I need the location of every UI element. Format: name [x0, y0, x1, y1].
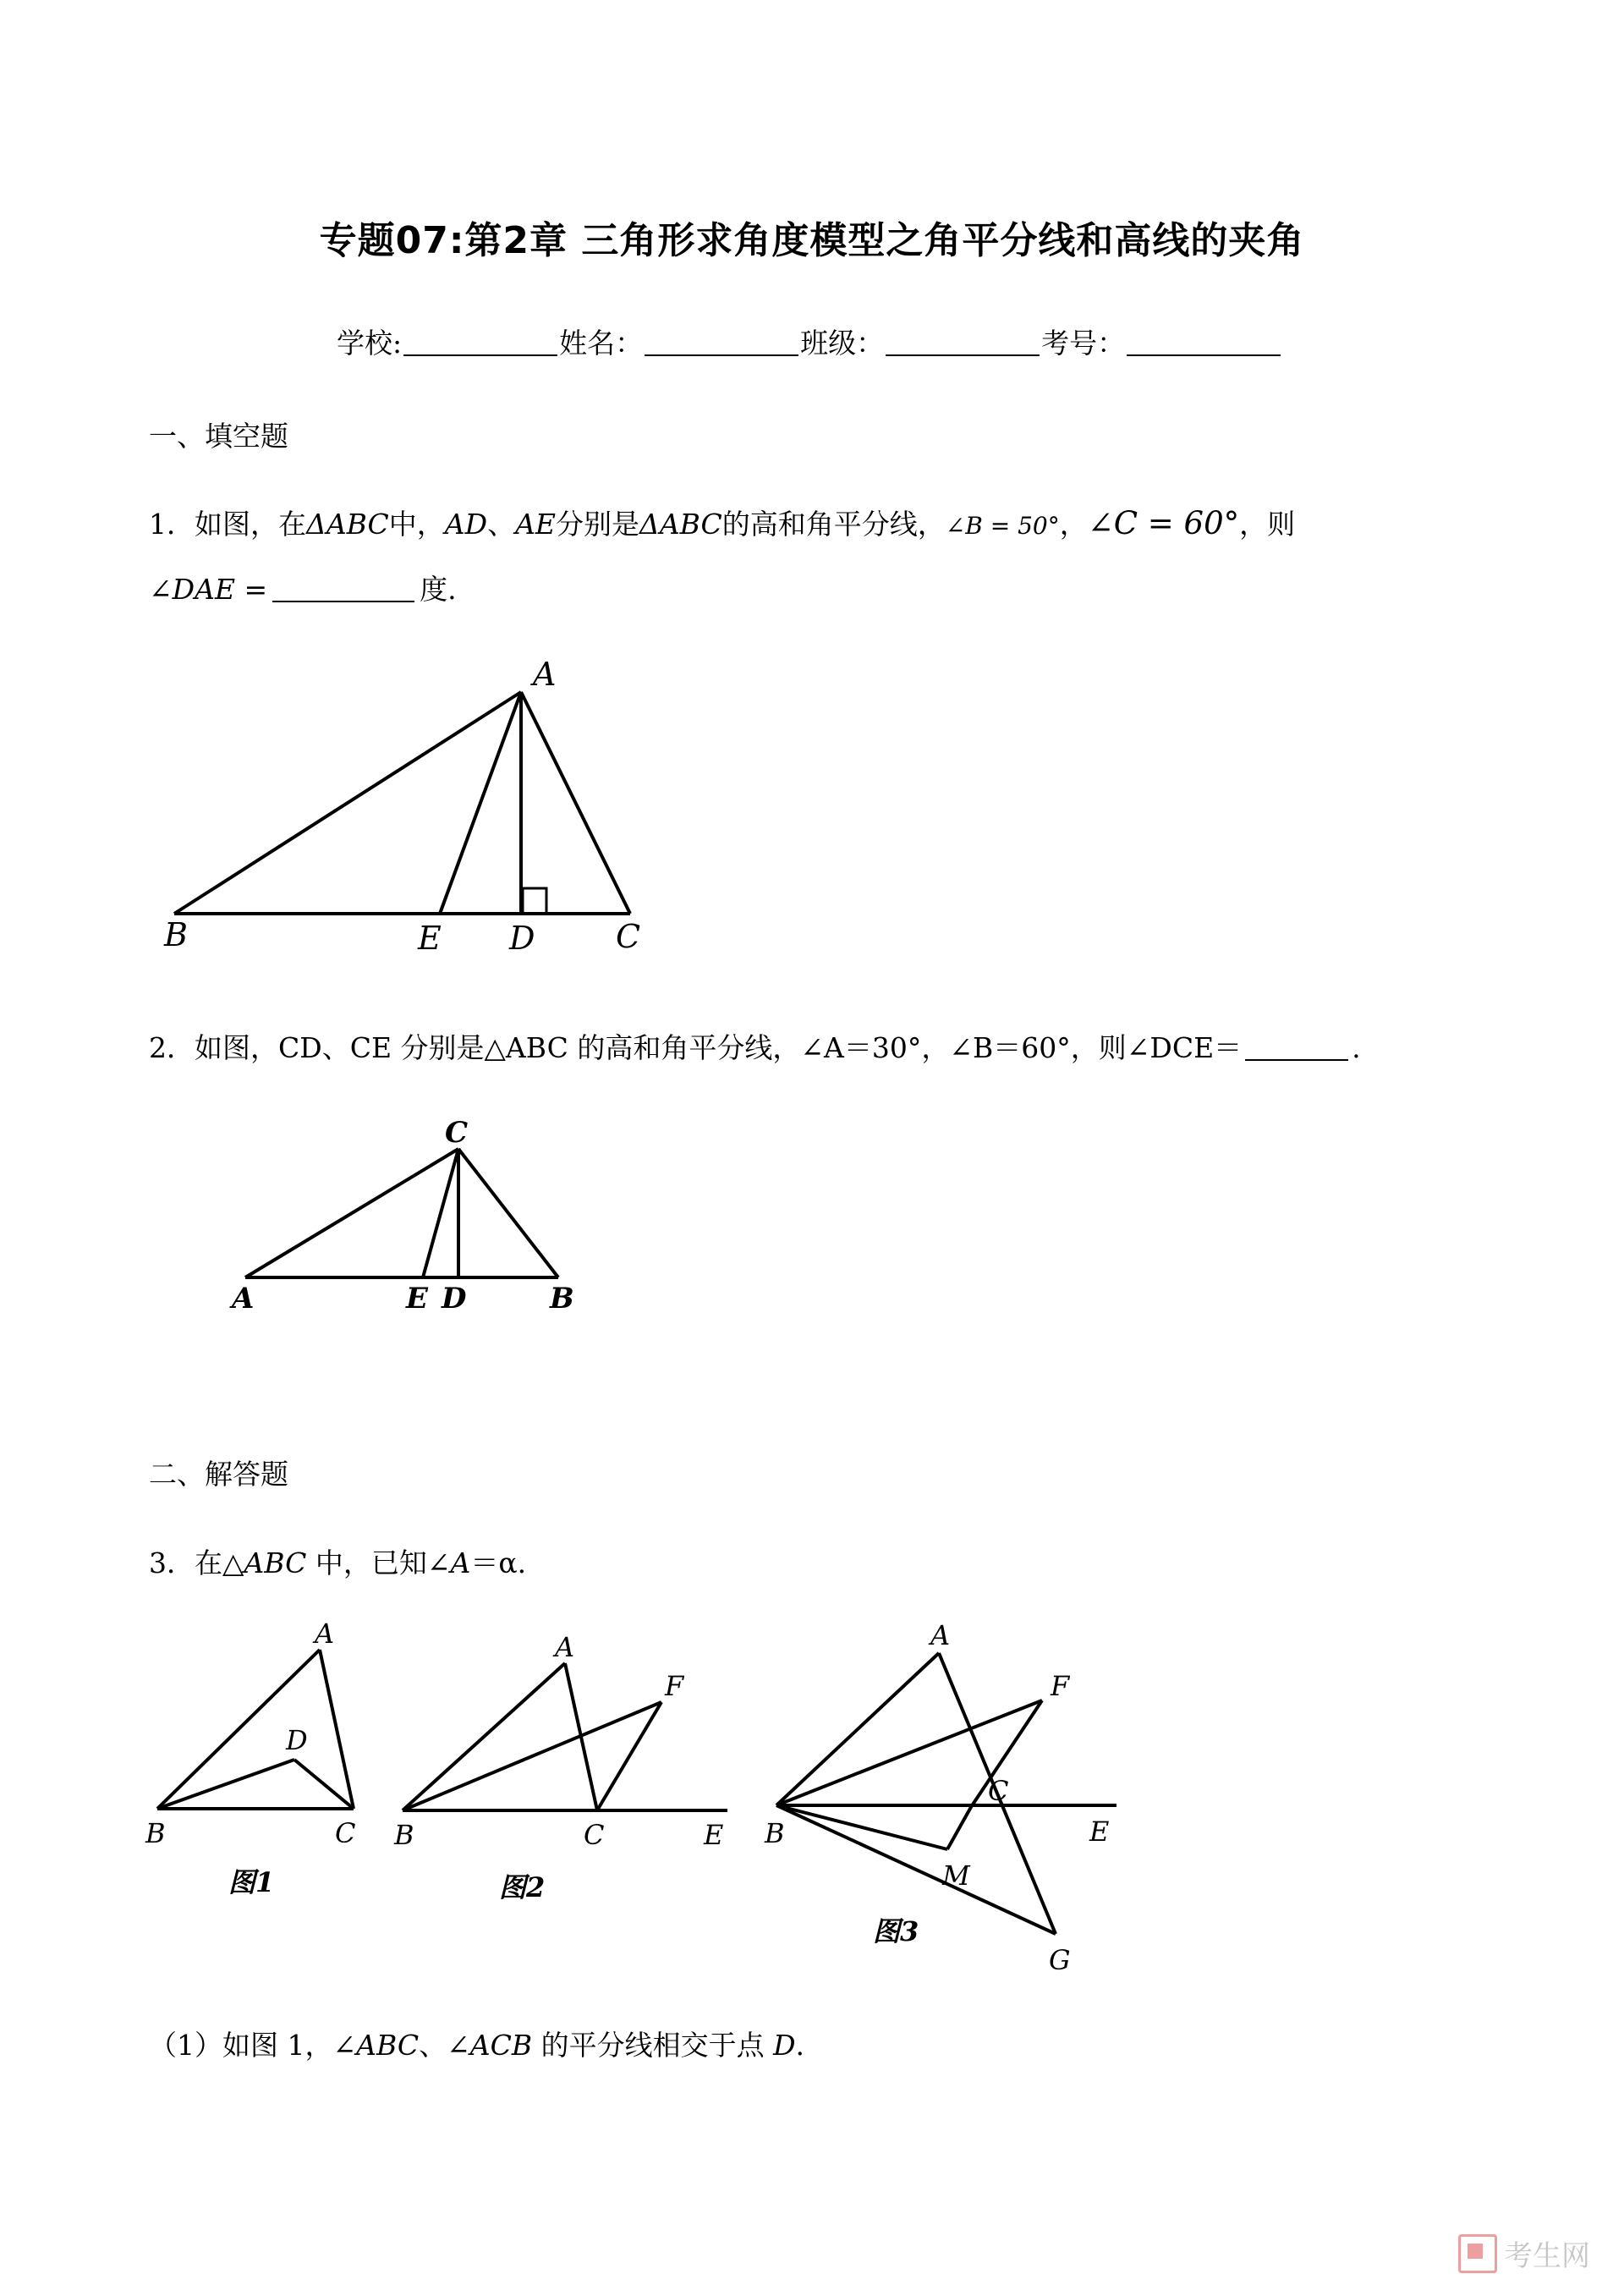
site-watermark — [1458, 2233, 1590, 2274]
q1-num: 1．如图，在 — [149, 508, 306, 541]
section-solve: 二、解答题 — [149, 1458, 288, 1491]
exam-no-label: 考号： — [1041, 327, 1126, 360]
q3-1-acb: ACB — [469, 2029, 533, 2062]
q1-angle-c: ∠C = 60° — [1087, 505, 1240, 541]
fig1-bisector-ae — [440, 692, 521, 914]
section-fill-blank: 一、填空题 — [149, 420, 288, 453]
q3-abc: ABC — [244, 1546, 307, 1579]
fig2-label-a: A — [232, 1282, 255, 1316]
q3-mid: 中，已知∠ — [306, 1546, 451, 1579]
fig3c-label-e: E — [1089, 1815, 1110, 1848]
fig2-label-d: D — [442, 1282, 467, 1316]
fig3c-label-g: G — [1049, 1944, 1071, 1976]
fig3a-label-b: B — [145, 1817, 166, 1849]
fig3b-label-f: F — [665, 1670, 684, 1702]
fig2-label-e: E — [406, 1282, 428, 1316]
student-info-line — [337, 321, 1282, 361]
fig2-line-bc — [458, 1149, 558, 1277]
q3-1-end: . — [795, 2029, 805, 2062]
fig1-line-ab — [174, 692, 521, 914]
question-2 — [149, 1026, 1361, 1066]
q1-text: 中， — [388, 508, 445, 541]
school-label: 学校: — [337, 327, 403, 360]
q3-1-abc: ABC — [356, 2029, 420, 2062]
q1-ad: AD — [444, 508, 488, 541]
q3-1-mid: 的平分线相交于点 — [532, 2029, 774, 2062]
question-3 — [149, 1541, 526, 1581]
question-1-line1 — [149, 503, 1295, 542]
fig3c-label-f: F — [1051, 1670, 1070, 1702]
watermark-text: 考生网 — [1504, 2239, 1590, 2273]
q1-triangle: ΔABC — [306, 508, 389, 541]
class-label: 班级： — [800, 327, 885, 360]
q2-text: 2．如图，CD、CE 分别是△ABC 的高和角平分线，∠A＝30°，∠B＝60°，则∠DCE＝ — [149, 1031, 1243, 1064]
q3-1-d: D — [773, 2029, 796, 2062]
figure-3-row — [135, 1607, 1150, 1980]
page-title: 专题07:第2章 三角形求角度模型之角平分线和高线的夹角 — [319, 219, 1305, 262]
fig1-label-c: C — [616, 918, 641, 955]
fig2-label-c: C — [445, 1116, 469, 1150]
name-label: 姓名： — [559, 327, 644, 360]
fig3c-label-c: C — [988, 1775, 1009, 1807]
fig3a-label-c: C — [335, 1817, 356, 1849]
q3-1-pre: （1）如图 1，∠ — [149, 2029, 357, 2062]
q1-triangle2: ΔABC — [639, 508, 722, 541]
logo-icon — [1458, 2234, 1497, 2273]
figure-1 — [152, 651, 660, 964]
fig3b-label-b: B — [394, 1819, 414, 1851]
q3-post: ＝α. — [470, 1546, 527, 1579]
q1-answer-blank — [272, 575, 414, 602]
fig3b-label-e: E — [704, 1819, 724, 1851]
fig3c-label-b: B — [765, 1817, 785, 1849]
fig3a-label-a: A — [315, 1618, 335, 1650]
q2-end: . — [1352, 1031, 1361, 1064]
q3-1-sep: 、∠ — [419, 2029, 470, 2062]
fig3c-label-m: M — [942, 1859, 970, 1892]
q1-unit: 度. — [420, 573, 457, 606]
fig1-label-a: A — [533, 656, 557, 693]
q1-text2: 分别是 — [556, 508, 639, 541]
fig1-label-d: D — [509, 920, 535, 957]
fig3a-label-d: D — [286, 1724, 308, 1756]
fig3b-label-c: C — [584, 1819, 605, 1851]
fig2-label-b: B — [550, 1282, 574, 1316]
question-3-part-1 — [149, 2024, 804, 2063]
q1-angle-b: ∠B = 50° — [945, 512, 1060, 540]
name-blank — [645, 329, 798, 356]
school-blank — [403, 329, 557, 356]
q1-ae: AE — [515, 508, 556, 541]
fig1-line-ac — [521, 692, 630, 914]
q1-comma: ， — [1059, 508, 1088, 541]
q1-end: ，则 — [1239, 508, 1296, 541]
question-1-line2 — [149, 568, 457, 607]
class-blank — [886, 329, 1040, 356]
fig1-right-angle-mark — [523, 888, 546, 914]
fig3a-lines — [157, 1650, 354, 1809]
fig1-label-b: B — [164, 916, 188, 953]
fig2-line-ac — [245, 1149, 458, 1277]
fig3c-label-a: A — [930, 1619, 951, 1651]
fig3b-label-a: A — [555, 1631, 575, 1663]
fig3c-caption: 图3 — [873, 1915, 919, 1947]
figure-2 — [220, 1108, 609, 1328]
fig3a-caption: 图1 — [228, 1866, 275, 1898]
q3-pre: 3．在△ — [149, 1546, 244, 1579]
fig3b-caption: 图2 — [499, 1871, 546, 1903]
fig1-label-e: E — [418, 920, 442, 957]
q1-angle-dae: ∠DAE = — [149, 573, 268, 606]
q1-sep: 、 — [487, 508, 516, 541]
exam-no-blank — [1127, 329, 1281, 356]
q2-answer-blank — [1245, 1034, 1348, 1061]
q3-a: A — [450, 1546, 471, 1579]
q1-text3: 的高和角平分线， — [721, 508, 946, 541]
